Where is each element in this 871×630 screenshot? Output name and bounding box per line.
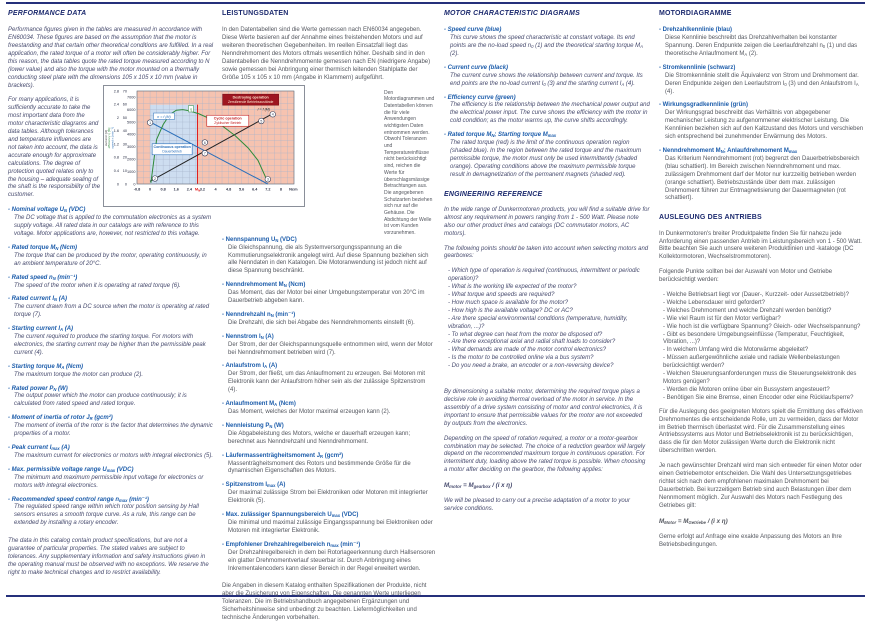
page-top-rule [6, 2, 865, 4]
section-title: ENGINEERING REFERENCE [444, 190, 543, 198]
term-item [8, 445, 214, 461]
svg-text:5000: 5000 [127, 120, 136, 125]
term-item [8, 275, 214, 291]
svg-text:efficiency η [%]: efficiency η [%] [107, 127, 112, 149]
svg-text:40: 40 [122, 129, 127, 134]
svg-text:η: η [189, 107, 192, 112]
page-title-de: LEISTUNGSDATEN [222, 10, 289, 17]
term-label: - Current curve (black) [444, 65, 650, 73]
svg-text:0: 0 [116, 182, 119, 187]
svg-text:6000: 6000 [127, 107, 136, 112]
term-item [659, 27, 865, 59]
paragraph: By dimensioning a suitable motor, determining the required torque plays a decisive role in avoiding thermal overload of the motor in service. In the assembly of a drive system consisting of motor and control electronics, it is important to ensure that permissible values for the motor are not exceeded by outputs from the electronics. [444, 389, 643, 427]
svg-text:1.6: 1.6 [173, 187, 179, 192]
chart-svg [104, 86, 304, 206]
term-label: - Nenndrehmoment $M_N$; Anlaufdrehmoment $M_{max}$ [659, 148, 865, 156]
list-item: - Welche Betriebsart liegt vor (Dauer-, Kurzzeit- oder Aussetzbetrieb)? [663, 292, 865, 300]
term-description: Der Wirkungsgrad beschreibt das Verhältnis von abgegebener mechanischer Leistung zu aufgenommener elektrischer Leistung. Die Kennlinien beziehen sich auf den Kaltzustand des Motors und verschieben sich entsprechend bei zunehmender Erwärmung des Motors. [665, 110, 864, 141]
term-description: Die Gleichspannung, die als Systemversorgungsspannung an die Kommutierungselektronik angelegt wird. Auf diese Spannung beziehen sich alle Nenndaten in den Katalogen. Die Motoranwendung ist jedoch nicht auf diese Spannung beschränkt. [228, 244, 429, 275]
svg-text:Continuous operation: Continuous operation [153, 145, 191, 150]
list-item: - Gibt es besondere Umgebungseinflüsse (Temperatur, Feuchtigkeit, Vibration, ...)? [663, 332, 865, 348]
list-item: - What demands are made of the motor control electronics? [448, 347, 650, 355]
list-item: - Are there special environmental conditions (temperature, humidity, vibration, ...)? [448, 316, 650, 332]
term-description: The torque that can be produced by the motor, operating continuously, in an ambient temperature of 20°C. [14, 252, 207, 267]
term-description: The maximum current for electronics or motors with integral electronics (5). [14, 452, 214, 459]
svg-text:Destroying operation: Destroying operation [232, 95, 269, 100]
svg-text:Ncm: Ncm [289, 186, 298, 192]
svg-text:Dauerbetrieb: Dauerbetrieb [162, 149, 182, 154]
term-description: Der Strom, der fließt, um das Anlaufmoment zu erzeugen. Bei Motoren mit Elektronik kann der Anlaufstrom höher sein als der zulässige Spitzenstrom (4). [228, 371, 426, 394]
svg-text:6: 6 [203, 140, 206, 145]
term-description: This curve shows the speed characteristic at constant voltage. Its end points are the no-load speed $n_0$ (1) and the theoretical starting torque $M_A$ (2). [450, 35, 643, 57]
paragraph: Gerne erfolgt auf Anfrage eine exakte Anpassung des Motors an Ihre Betriebsbedingungen. [659, 533, 842, 548]
term-description: The current drawn from a DC source when the motor is operating at rated torque (7). [14, 304, 210, 319]
list-item: - Which type of operation is required (continuous, intermittent or periodic operation)? [448, 268, 650, 284]
section-title-motordiagramme: MOTORDIAGRAMME [659, 10, 732, 17]
term-item [444, 95, 650, 127]
paragraph: The data in this catalog contain product specifications, but are not a guarantee of particular properties. The stated values are subject to tolerances. Any supplementary information and safety instructions given in the operating manual must be observed with no exceptions. We reserve the right to make technical changes and to restrict availability. [8, 538, 209, 576]
svg-text:2.4: 2.4 [186, 187, 192, 192]
term-item [8, 207, 214, 239]
term-label: - Anlaufstrom $I_A$ (A) [222, 363, 436, 371]
term-label: - Moment of inertia of rotor $J_R$ (gcm²) [8, 415, 214, 423]
svg-text:6.4: 6.4 [252, 187, 258, 192]
paragraph: In den Datentabellen sind die Werte gemessen nach EN60034 angegeben. Diese Werte basieren auf der Annahme eines freistehenden Motors und auf weiteren theoretischen Gegebenheiten. Im reellen Einsatzfall liegt das Nenndrehmoment des Motors oftmals wesentlich höher. Deshalb sind in den Datentabellen die Nenndrehmomente gemessen nach EN (niedrigere Angabe) sowie gemessen bei Anbringung einer thermisch leitenden Stahlplatte der Größe 105 x 105 x 10 mm (Angabe in Klammern) aufgeführt. [222, 27, 431, 81]
term-item [659, 148, 865, 203]
term-item [222, 423, 436, 447]
svg-text:0.4: 0.4 [113, 169, 119, 174]
list-item: - Müssen außergewöhnliche axiale und radiale Wellenbelastungen berücksichtigt werden? [663, 355, 865, 371]
svg-text:8: 8 [279, 187, 282, 192]
term-item [8, 364, 214, 380]
list-item: - In welchem Umfang wird die Motorwärme abgeleitet? [663, 347, 865, 355]
svg-text:I = f (M): I = f (M) [257, 107, 270, 112]
paragraph: Je nach gewünschter Drehzahl wird man sich entweder für einen Motor oder einen Getriebemotor entscheiden. Die Wahl des Untersetzungsgetriebes richtet sich nach dem empfohlenen maximalen Drehmoment bei Dauerbetrieb. Bei kurzzeitigem Betrieb sind auch Belastungen über dem Nennmoment möglich. Zur Auswahl des Motors nach Festlegung des Getriebes gilt: [659, 463, 862, 509]
term-description: Der maximal zulässige Strom bei Elektroniken oder Motoren mit integrierter Elektronik (5). [228, 490, 428, 505]
svg-text:7: 7 [203, 151, 206, 156]
term-item [8, 296, 214, 320]
term-label: - Rated current $I_N$ (A) [8, 296, 214, 304]
svg-text:-0.8: -0.8 [133, 187, 141, 192]
term-label: - Max. zulässiger Spannungsbereich $U_{max}$ (VDC) [222, 512, 436, 520]
term-label: - Rated power $P_N$ (W) [8, 386, 214, 394]
term-item [222, 512, 436, 536]
list-item: - Benötigen Sie eine Bremse, einen Encoder oder eine Rücklaufsperre? [663, 395, 865, 403]
svg-text:0: 0 [124, 182, 127, 187]
paragraph: In the wide range of Dunkermotoren products, you will find a suitable drive for almost any requirement in powers ranging from 1 - 500 Watt. Please note also our other product lines and catalogs (DC commutator motors, AC motors). [444, 206, 650, 237]
term-label: - Empfohlener Drehzahlregelbereich $n_{max}$ (min⁻¹) [222, 542, 436, 550]
term-label: - Starting current $I_A$ (A) [8, 326, 214, 334]
term-item [222, 401, 436, 417]
term-description: The DC voltage that is applied to the commutation electronics as a system supply voltage. All rated data in our catalogs are with reference to this voltage. Motor applications are, however, not restricted to this voltage. [14, 215, 212, 237]
diagrams-blocks [444, 27, 650, 514]
term-label: - Efficiency curve (green) [444, 95, 650, 103]
term-item [444, 27, 650, 59]
svg-text:4: 4 [271, 112, 274, 117]
term-description: Der Drehzahlregelbereich in dem bei Rotorlageerkennung durch Hallsensoren ein glatter Drehmomentverlauf steuerbar ist. Durch Anbringung eines Inkrementalencoders kann dieser Bereich in der Regel erweitert werden. [228, 549, 436, 572]
term-item [659, 65, 865, 97]
term-item [8, 326, 214, 358]
term-description: Die Stromkennlinie stellt die Äquivalenz von Strom und Drehmoment dar. Deren Endpunkte zeigen den Leerlaufstrom $I_0$ (3) und den Anlaufstrom $I_A$ (4). [665, 72, 859, 95]
svg-text:2: 2 [154, 176, 156, 181]
svg-text:70: 70 [122, 89, 127, 94]
svg-text:3000: 3000 [127, 145, 136, 150]
term-description: Der Strom, der der Gleichspannungsquelle entnommen wird, wenn der Motor bei Nenndrehmoment betrieben wird (7). [228, 341, 433, 356]
term-item [444, 65, 650, 89]
list-item: - Is the motor to be controlled online via a bus system? [448, 355, 650, 363]
svg-text:1.2: 1.2 [113, 142, 119, 147]
term-label: - Rated torque $M_N$; Starting torque $M_{max}$ [444, 132, 650, 140]
term-item [222, 542, 436, 574]
term-item [222, 363, 436, 395]
svg-text:50: 50 [122, 115, 127, 120]
term-description: Das Kriterium Nenndrehmoment (rot) begrenzt den Dauerbetriebsbereich (blau schattiert). Im Bereich zwischen Nenndrehmoment und max. zulässigem Drehmoment darf der Motor nur kurzzeitig betrieben werden (orange schattiert). Betriebszustände über dem max. zulässigen Drehmoment führen zur Entmagnetisierung der Dauermagneten (rot schattiert). [665, 155, 860, 202]
term-item [8, 245, 214, 269]
term-description: Die minimal und maximal zulässige Eingangsspannung bei Elektroniken oder Motoren mit integrierter Elektronik. [228, 519, 433, 534]
svg-text:MN: $M_N$ [194, 186, 201, 193]
paragraph: The following points should be taken into account when selecting motors and gearboxes: [444, 245, 649, 260]
svg-text:1000: 1000 [127, 169, 136, 174]
term-description: Die Drehzahl, die sich bei Abgabe des Nenndrehmoments einstellt (6). [228, 319, 415, 326]
question-list [444, 268, 650, 371]
svg-text:2000: 2000 [127, 157, 136, 162]
term-label: - Nominal voltage $U_N$ (VDC) [8, 207, 214, 215]
term-item [222, 453, 436, 477]
svg-text:4: 4 [214, 187, 217, 192]
svg-text:0.8: 0.8 [160, 187, 166, 192]
term-label: - Drehzahlkennlinie (blau) [659, 27, 865, 35]
svg-text:3.2: 3.2 [199, 187, 206, 192]
term-label: - Spitzenstrom $I_{max}$ (A) [222, 482, 436, 490]
list-item: - What torque and speeds are required? [448, 292, 650, 300]
list-item: - Are there exceptional axial and radial shaft loads to consider? [448, 339, 650, 347]
svg-text:2.4: 2.4 [113, 102, 119, 107]
svg-text:60: 60 [122, 102, 127, 107]
term-label: - Nenndrehzahl $n_N$ (min⁻¹) [222, 312, 436, 320]
list-item: - Wie hoch ist die verfügbare Spannung? Gleich- oder Wechselspannung? [663, 324, 865, 332]
term-description: Das Moment, das der Motor bei einer Umgebungstemperatur von 20°C im Dauerbetrieb abgeben kann. [228, 290, 425, 305]
paragraph: For many applications, it is sufficiently accurate to take the most important data from the motor characteristic diagrams and data tables. Although tolerances and temperature influences are not taken into account, the data is accurate enough for approximate calculations. The degree of protection quoted relates only to the housing – adequate sealing of the shaft is the responsibility of the customer. [8, 97, 101, 199]
paragraph: Für die Auslegung des geeigneten Motors spielt die Ermittlung des effektiven Drehmomentes die entscheidende Rolle, um zu vermeiden, dass der Motor im Betrieb thermisch überlastet wird. Für die Zusammenstellung eines Antriebssystems aus Motor und Betriebselektronik ist zu berücksichtigen, dass die für den Motor zulässigen Werte durch die Elektronik nicht überschritten werden. [659, 408, 863, 455]
svg-text:Cyclic operation: Cyclic operation [213, 116, 242, 121]
formula: $M_{Motor} = M_{Getriebe} / (i$ x η) [659, 517, 728, 525]
term-label: - Nennstrom $I_N$ (A) [222, 334, 436, 342]
term-description: The regulated speed range within which rotor position sensing by Hall sensors ensures a smooth torque curve. As a rule, this range can be extended by installing a rotary encoder. [14, 504, 199, 527]
svg-text:5.6: 5.6 [239, 187, 245, 192]
paragraph: Depending on the speed of rotation required, a motor or a motor-gearbox combination may be selected. The choice of a reduction gearbox will largely depend on the recommended maximum torque in continuous operation. For intermittent duty, loading above the rated torque is possible. When choosing a motor after deciding on the gearbox, the following applies: [444, 435, 646, 474]
term-label: - Speed curve (blue) [444, 27, 650, 35]
term-label: - Nenndrehmoment $M_N$ (Ncm) [222, 282, 436, 290]
list-item: - To what degree can heat from the motor be disposed of? [448, 332, 650, 340]
paragraph: Folgende Punkte sollten bei der Auswahl von Motor und Getriebe berücksichtigt werden: [659, 269, 833, 284]
term-description: The efficiency is the relationship between the mechanical power output and the electrical power input. The curve shows the efficiency with the motor in cold condition; as the motor warms up, the curve shifts accordingly. [450, 102, 650, 125]
term-label: - Rated torque $M_N$ (Ncm) [8, 245, 214, 253]
term-label: - Stromkennlinie (schwarz) [659, 65, 865, 73]
column-motordiagramme [659, 9, 865, 557]
page-title: PERFORMANCE DATA [8, 10, 87, 17]
term-description: The moment of inertia of the rotor is the factor that determines the dynamic properties of a motor. [14, 423, 213, 438]
section-title-diagrams: MOTOR CHARACTERISTIC DIAGRAMS [444, 10, 580, 17]
svg-text:0.8: 0.8 [113, 155, 119, 160]
svg-text:n = f (M): n = f (M) [157, 114, 171, 119]
svg-text:Zerstörende Betriebszustände: Zerstörende Betriebszustände [227, 100, 274, 105]
term-item [8, 386, 214, 410]
term-label: - Peak current $I_{max}$ (A) [8, 445, 214, 453]
term-label: - Starting torque $M_A$ (Ncm) [8, 364, 214, 372]
term-label: - Max. permissible voltage range $U_{max}$ (VDC) [8, 467, 214, 475]
term-description: The output power which the motor can produce continuously; it is calculated from rated speed and rated torque. [14, 393, 187, 408]
term-description: The rated torque (red) is the limit of the continuous operation region (shaded blue). In the region between the rated torque and the maximum permissible torque, the motor must only be used intermittently (shaded orange). Operating conditions above the maximum permissible torque result in demagnetization of the permanent magnets (shaded red). [450, 140, 642, 178]
paragraph: Performance figures given in the tables are measured in accordance with EN60034. These figures are based on the assumption that the motor is freestanding and that certain other theoretical conditions are fulfilled. In a real application, the rated torque of a motor will often be considerably higher. For this reason, the data tables quote the rated torque measured according to N (lower value) and also the torque with the motor mounted on a thermally conducting steel plate with the dimensions 105 x 105 x 10 mm (value in brackets). [8, 27, 214, 89]
term-item [222, 334, 436, 358]
svg-text:5: 5 [260, 119, 263, 124]
motor-characteristic-chart [103, 85, 305, 207]
term-item [8, 415, 214, 439]
term-item [222, 282, 436, 306]
svg-text:1: 1 [149, 120, 152, 125]
svg-text:3: 3 [266, 177, 269, 182]
list-item: - Do you need a brake, an encoder or a non-reversing device? [448, 363, 650, 371]
term-description: Massenträgheitsmoment des Rotors und bestimmende Größe für die dynamischen Eigenschaften des Motors. [228, 460, 411, 475]
term-label: - Anlaufmoment $M_A$ (Ncm) [222, 401, 436, 409]
term-item [444, 132, 650, 179]
svg-text:1.6: 1.6 [113, 129, 119, 134]
svg-text:30: 30 [122, 142, 127, 147]
svg-text:7.2: 7.2 [265, 187, 271, 192]
term-item [8, 467, 214, 491]
svg-text:4000: 4000 [127, 132, 136, 137]
term-label: - Rated speed $n_N$ (min⁻¹) [8, 275, 214, 283]
chart-side-note: Den Motordiagrammen und Datentabellen können die für viele Anwendungen wichtigsten Daten entnommen werden. Obwohl Toleranzen und Temperatureinflüsse nicht berücksichtigt sind, reichen die Werte für überschlagsmässige Betrachtungen aus. Die angegebenen Schutzarten beziehen sich nur auf die Gehäuse. Die Abdichtung der Welle ist vom Kunden vorzunehmen. [384, 89, 435, 237]
motordiagramme-blocks [659, 27, 865, 549]
svg-text:4.8: 4.8 [225, 187, 232, 192]
column-motor-characteristic-diagrams [444, 9, 650, 521]
formula: $M_{motor} = M_{gearbox} / (i$ x η) [444, 482, 513, 490]
section-title: AUSLEGUNG DES ANTRIEBS [659, 214, 762, 222]
list-item: - Werden die Motoren online über ein Bussystem angesteuert? [663, 387, 865, 395]
svg-text:10: 10 [122, 169, 127, 174]
list-item: - Welches Drehmoment und welche Drehzahl werden benötigt? [663, 308, 865, 316]
term-label: - Recommended speed control range $n_{max}$ (min⁻¹) [8, 497, 214, 505]
term-description: The current required to produce the starting torque. For motors with electronics, the starting current may be higher than the permissible peak current (4). [14, 334, 206, 356]
term-label: - Läufermassenträgheitsmoment $J_R$ (gcm²) [222, 453, 436, 461]
term-label: - Nennleistung $P_N$ (W) [222, 423, 436, 431]
term-description: Das Moment, welches der Motor maximal erzeugen kann (2). [228, 409, 391, 416]
paragraph: We will be pleased to carry out a precise adaptation of a motor to your service conditions. [444, 498, 630, 513]
svg-text:7000: 7000 [127, 95, 136, 100]
term-description: The minimum and maximum permissible input voltage for electronics or motors with integral electronics. [14, 474, 204, 489]
svg-text:2.8: 2.8 [113, 89, 119, 94]
paragraph: In Dunkermotoren's breiter Produktpalette finden Sie für nahezu jede Anforderung einen passenden Antrieb im Leistungsbereich von 1 - 500 Watt. Bitte beachten Sie auch unsere weiteren Produktlinien und -kataloge (DC Kollektormotoren, Wechselstrommotoren). [659, 230, 862, 261]
svg-text:20: 20 [122, 155, 127, 160]
svg-text:2: 2 [116, 115, 119, 120]
svg-text:speed n [min⁻¹]: speed n [min⁻¹] [110, 127, 115, 149]
term-description: Die Abgabeleistung des Motors, welche er dauerhaft erzeugen kann; berechnet aus Nenndrehzahl und Nenndrehmoment. [228, 430, 411, 445]
term-description: The maximum torque the motor can produce (2). [14, 371, 144, 378]
term-label: - Wirkungsgradkennlinie (grün) [659, 102, 865, 110]
term-item [222, 237, 436, 277]
term-label: - Nennspannung $U_N$ (VDC) [222, 237, 436, 245]
svg-text:0: 0 [133, 182, 136, 187]
term-description: Diese Kennlinie beschreibt das Drehzahlverhalten bei konstanter Spannung. Deren Endpunkte zeigen die Leerlaufdrehzahl $n_0$ (1) und das theoretische Anlaufmoment $M_A$ (2). [665, 35, 858, 57]
svg-text:Zyklischer Betrieb: Zyklischer Betrieb [214, 121, 242, 126]
list-item: - Welchen Steuerungsanforderungen muss die Steuerungselektronik des Motors genügen? [663, 371, 865, 387]
svg-text:0: 0 [149, 187, 152, 192]
svg-text:current I [A]: current I [A] [104, 130, 108, 146]
term-description: The current curve shows the relationship between current and torque. Its end points are the no-load current $I_0$ (3) and the starting current $I_A$ (4). [450, 72, 643, 87]
list-item: - Wie viel Raum ist für den Motor verfügbar? [663, 316, 865, 324]
term-item [222, 312, 436, 328]
term-item [222, 482, 436, 506]
term-item [659, 102, 865, 142]
question-list [659, 292, 865, 403]
paragraph: Die Angaben in diesem Katalog enthalten Spezifikationen der Produkte, nicht aber die Zusicherung von Eigenschaften. Die genannten Werte unterliegen Toleranzen. Die im Betriebshandbuch angegebenen Ergänzungen und Sicherheitshinweise sind unbedingt zu beachten. Liefermöglichkeiten und technische Änderungen vorbehalten. [222, 583, 427, 622]
term-description: The speed of the motor when it is operating at rated torque (6). [14, 282, 181, 289]
list-item: - What is the working life expected of the motor? [448, 284, 650, 292]
list-item: - How much space is available for the motor? [448, 300, 650, 308]
list-item: - Welche Lebensdauer wird gefordert? [663, 300, 865, 308]
term-item [8, 497, 214, 529]
list-item: - How high is the available voltage? DC or AC? [448, 308, 650, 316]
